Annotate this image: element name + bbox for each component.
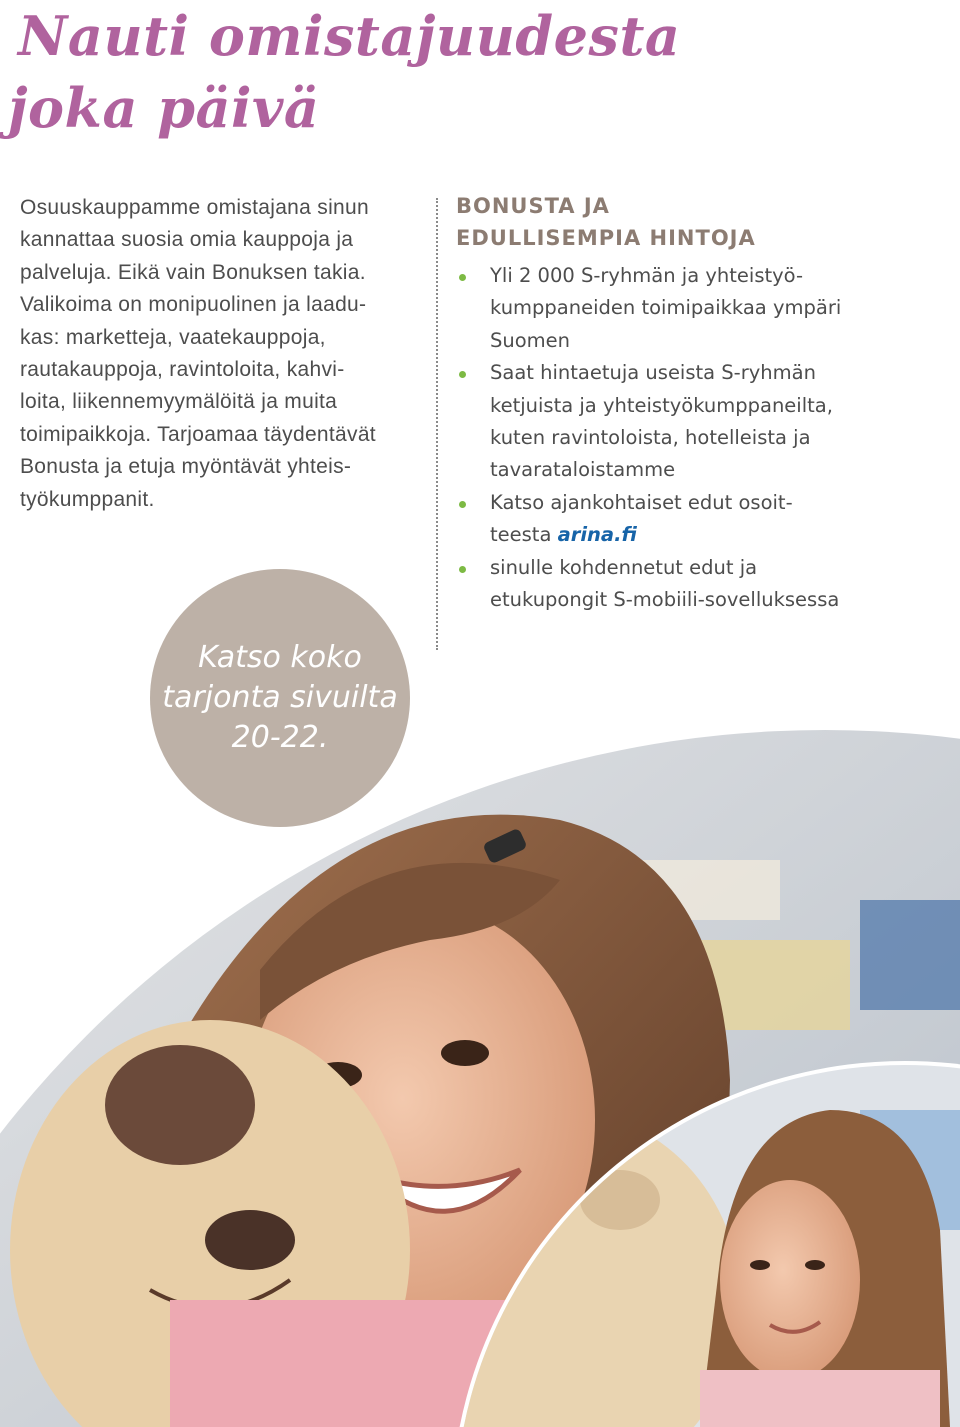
list-item: sinulle kohdennetut edut ja etukupongit S-mobiili-sovelluksessa [456, 552, 956, 617]
title-line-2: joka päivä [8, 76, 320, 140]
arina-link[interactable]: arina.fi [557, 523, 637, 547]
page-reference-badge [150, 569, 410, 827]
intro-line: palveluja. Eikä vain Bonuksen takia. [20, 260, 366, 284]
intro-line: kas: marketteja, vaatekauppoja, [20, 325, 326, 349]
intro-line: työkumppanit. [20, 487, 155, 511]
badge-line-1: Katso koko [198, 640, 362, 675]
intro-line: toimipaikkoja. Tarjoamaa täydentävät [20, 422, 376, 446]
intro-line: kannattaa suosia omia kauppoja ja [20, 228, 354, 252]
badge-line-2: tarjonta sivuilta [162, 680, 398, 715]
title-line-1: Nauti omistajuudesta [18, 4, 681, 68]
intro-line: Valikoima on monipuolinen ja laadu- [20, 293, 367, 317]
heading-line-1: BONUSTA JA [456, 194, 610, 218]
intro-line: loita, liikennemyymälöitä ja muita [20, 390, 338, 414]
intro-line: Bonusta ja etuja myöntävät yhteis- [20, 455, 352, 479]
list-item: Yli 2 000 S-ryhmän ja yhteistyö- kumppaneiden toimipaikkaa ympäri Suomen [456, 260, 956, 357]
intro-line: rautakauppoja, ravintoloita, kahvi- [20, 358, 345, 382]
heading-line-2: EDULLISEMPIA HINTOJA [456, 226, 756, 250]
intro-line: Osuuskauppamme omistajana sinun [20, 196, 369, 219]
list-item: Katso ajankohtaiset edut osoit- teesta arina.fi [456, 487, 956, 552]
list-item: Saat hintaetuja useista S-ryhmän ketjuista ja yhteistyökumppaneilta, kuten ravintoloista, hotelleista ja tavarataloistamme [456, 357, 956, 487]
badge-line-3: 20-22. [231, 720, 329, 755]
